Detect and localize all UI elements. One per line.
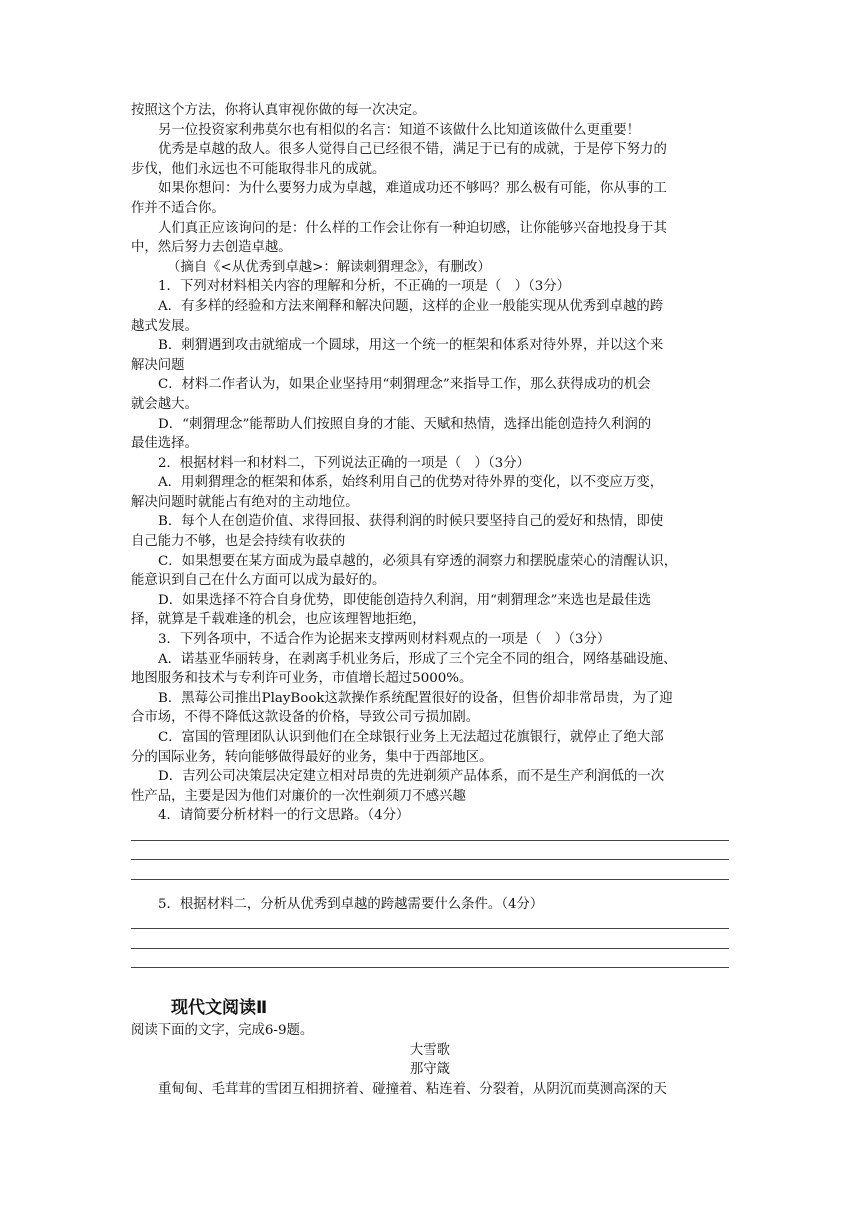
- q2-option-c-cont: 能意识到自己在什么方面可以成为最好的。: [131, 573, 386, 589]
- section-heading: 现代文阅读Ⅱ: [171, 998, 268, 1019]
- answer-line[interactable]: [131, 826, 729, 846]
- q1-option-d: D．“刺猬理念”能帮助人们按照自身的才能、天赋和热情，选择出能创造持久利润的: [158, 416, 652, 432]
- q3-option-a-cont: 地图服务和技术与专利许可业务，市值增长超过5000%。: [131, 671, 473, 687]
- q2-option-d: D．如果选择不符合自身优势，即使能创造持久利润，用“刺猬理念”来选也是最佳选: [158, 592, 652, 608]
- material-text: 按照这个方法，你将认真审视你做的每一次决定。: [131, 103, 426, 118]
- question-5-stem: 5．根据材料二，分析从优秀到卓越的跨越需要什么条件。（4分）: [158, 896, 544, 912]
- material-text: 如果你想问：为什么要努力成为卓越，难道成功还不够吗？那么极有可能，你从事的工: [158, 181, 667, 197]
- article-text: 重甸甸、毛茸茸的雪团互相拥挤着、碰撞着、粘连着、分裂着，从阴沉而莫测高深的天: [158, 1081, 667, 1097]
- material-text: 中，然后努力去创造卓越。: [131, 240, 292, 256]
- answer-line[interactable]: [131, 934, 729, 954]
- article-title: 大雪歌: [409, 1042, 451, 1058]
- q2-option-b-cont: 自己能力不够，也是会持续有收获的: [131, 534, 346, 550]
- answer-line[interactable]: [131, 954, 729, 974]
- answer-line[interactable]: [131, 846, 729, 866]
- material-text: 人们真正应该询问的是：什么样的工作会让你有一种迫切感，让你能够兴奋地投身于其: [158, 220, 667, 236]
- question-3-stem: 3．下列各项中，不适合作为论据来支撑两则材料观点的一项是（ ）（3分）: [158, 632, 611, 648]
- material-text: 另一位投资家利弗莫尔也有相似的名言：知道不该做什么比知道该做什么更重要！: [158, 122, 641, 138]
- q2-option-a-cont: 解决问题时就能占有绝对的主动地位。: [131, 494, 359, 510]
- q1-option-c: C．材料二作者认为，如果企业坚持用“刺猬理念”来指导工作，那么获得成功的机会: [158, 377, 651, 393]
- question-2-stem: 2．根据材料一和材料二，下列说法正确的一项是（ ）（3分）: [158, 455, 530, 471]
- document-page: [131, 101, 729, 1100]
- q3-option-d-cont: 性产品，主要是因为他们对廉价的一次性剃须刀不感兴趣: [131, 788, 466, 804]
- source-citation: （摘自《<从优秀到卓越>：解读刺猬理念》，有删改）: [167, 259, 491, 275]
- q1-option-c-cont: 就会越大。: [131, 396, 198, 412]
- article-author: 那守箴: [409, 1062, 451, 1078]
- q1-option-b: B．刺猬遇到攻击就缩成一个圆球，用这一个统一的框架和体系对待外界，并以这个来: [158, 338, 664, 354]
- q3-option-c-cont: 分的国际业务，转向能够做得最好的业务，集中于西部地区。: [131, 749, 493, 765]
- answer-line[interactable]: [131, 914, 729, 934]
- q1-option-d-cont: 最佳选择。: [131, 436, 198, 452]
- material-text: 步伐，他们永远也不可能取得非凡的成就。: [131, 161, 386, 177]
- section-instruction: 阅读下面的文字，完成6-9题。: [131, 1023, 314, 1039]
- q2-option-b: B．每个人在创造价值、求得回报、获得利润的时候只要坚持自己的爱好和热情，即使: [158, 514, 664, 530]
- q3-option-d: D．吉列公司决策层决定建立相对昂贵的先进剃须产品体系，而不是生产利润低的一次: [158, 769, 665, 785]
- question-4-stem: 4．请简要分析材料一的行文思路。（4分）: [158, 808, 410, 824]
- q1-option-a-cont: 越式发展。: [131, 318, 198, 334]
- material-text: 作并不适合你。: [131, 200, 225, 216]
- q1-option-a: A．有多样的经验和方法来阐释和解决问题，这样的企业一般能实现从优秀到卓越的跨: [158, 298, 664, 314]
- material-text: 优秀是卓越的敌人。很多人觉得自己已经很不错，满足于已有的成就，于是停下努力的: [158, 142, 667, 158]
- q3-option-a: A．诺基亚华丽转身，在剥离手机业务后，形成了三个完全不同的组合，网络基础设施、: [158, 651, 677, 667]
- q2-option-a: A．用刺猬理念的框架和体系，始终利用自己的优势对待外界的变化，以不变应万变，: [158, 475, 664, 491]
- answer-line[interactable]: [131, 865, 729, 885]
- q2-option-d-cont: 择，就算是千载难逢的机会，也应该理智地拒绝，: [131, 612, 426, 628]
- q2-option-c: C．如果想要在某方面成为最卓越的，必须具有穿透的洞察力和摆脱虚荣心的清醒认识，: [158, 553, 678, 569]
- question-1-stem: 1．下列对材料相关内容的理解和分析，不正确的一项是（ ）（3分）: [158, 279, 571, 295]
- q3-option-c: C．富国的管理团队认识到他们在全球银行业务上无法超过花旗银行，就停止了绝大部: [158, 730, 664, 745]
- q1-option-b-cont: 解决问题: [131, 357, 185, 373]
- q3-option-b-cont: 合市场，不得不降低这款设备的价格，导致公司亏损加剧。: [131, 710, 480, 726]
- q3-option-b: B．黑莓公司推出PlayBook这款操作系统配置很好的设备，但售价却非常昂贵，为了迎: [158, 690, 673, 706]
